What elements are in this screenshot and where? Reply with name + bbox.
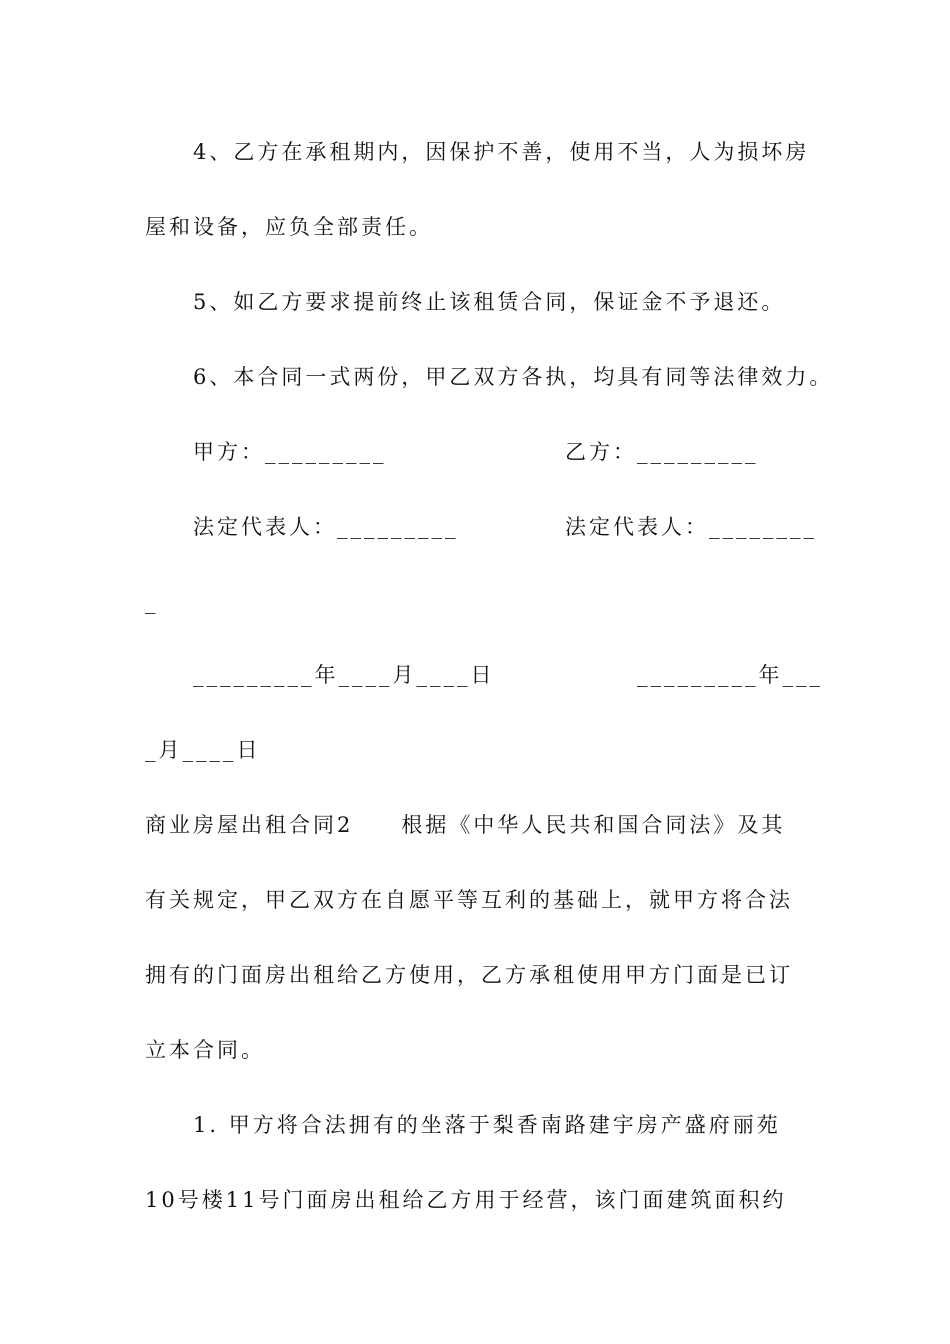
party-b-date-wrap: _月____日 [145,738,261,762]
party-b-date-line: _________年___ [637,663,823,687]
clause-4-line-1: 4、乙方在承租期内，因保护不善，使用不当，人为损坏房 [193,140,810,164]
party-a-signature-line: 甲方：_________ [193,440,387,464]
contract-2-line-4: 立本合同。 [145,1038,265,1062]
contract-2-clause-1-line-2: 10号楼11号门面房出租给乙方用于经营，该门面建筑面积约 [145,1188,787,1212]
party-a-representative-line: 法定代表人：_________ [193,515,459,539]
clause-6: 6、本合同一式两份，甲乙双方各执，均具有同等法律效力。 [193,365,834,389]
contract-2-line-2: 有关规定，甲乙双方在自愿平等互利的基础上，就甲方将合法 [145,888,793,912]
contract-2-line-3: 拥有的门面房出租给乙方使用，乙方承租使用甲方门面是已订 [145,963,793,987]
party-b-representative-wrap: _ [145,590,159,614]
party-a-date-line: _________年____月____日 [193,663,495,687]
party-b-representative-line: 法定代表人：________ [565,515,817,539]
clause-4-line-2: 屋和设备，应负全部责任。 [145,215,433,239]
party-b-signature-line: 乙方：_________ [565,440,759,464]
contract-2-line-1: 商业房屋出租合同2 根据《中华人民共和国合同法》及其 [145,813,786,837]
contract-2-clause-1-line-1: 1. 甲方将合法拥有的坐落于梨香南路建宇房产盛府丽苑 [193,1113,781,1137]
clause-5: 5、如乙方要求提前终止该租赁合同，保证金不予退还。 [193,290,786,314]
